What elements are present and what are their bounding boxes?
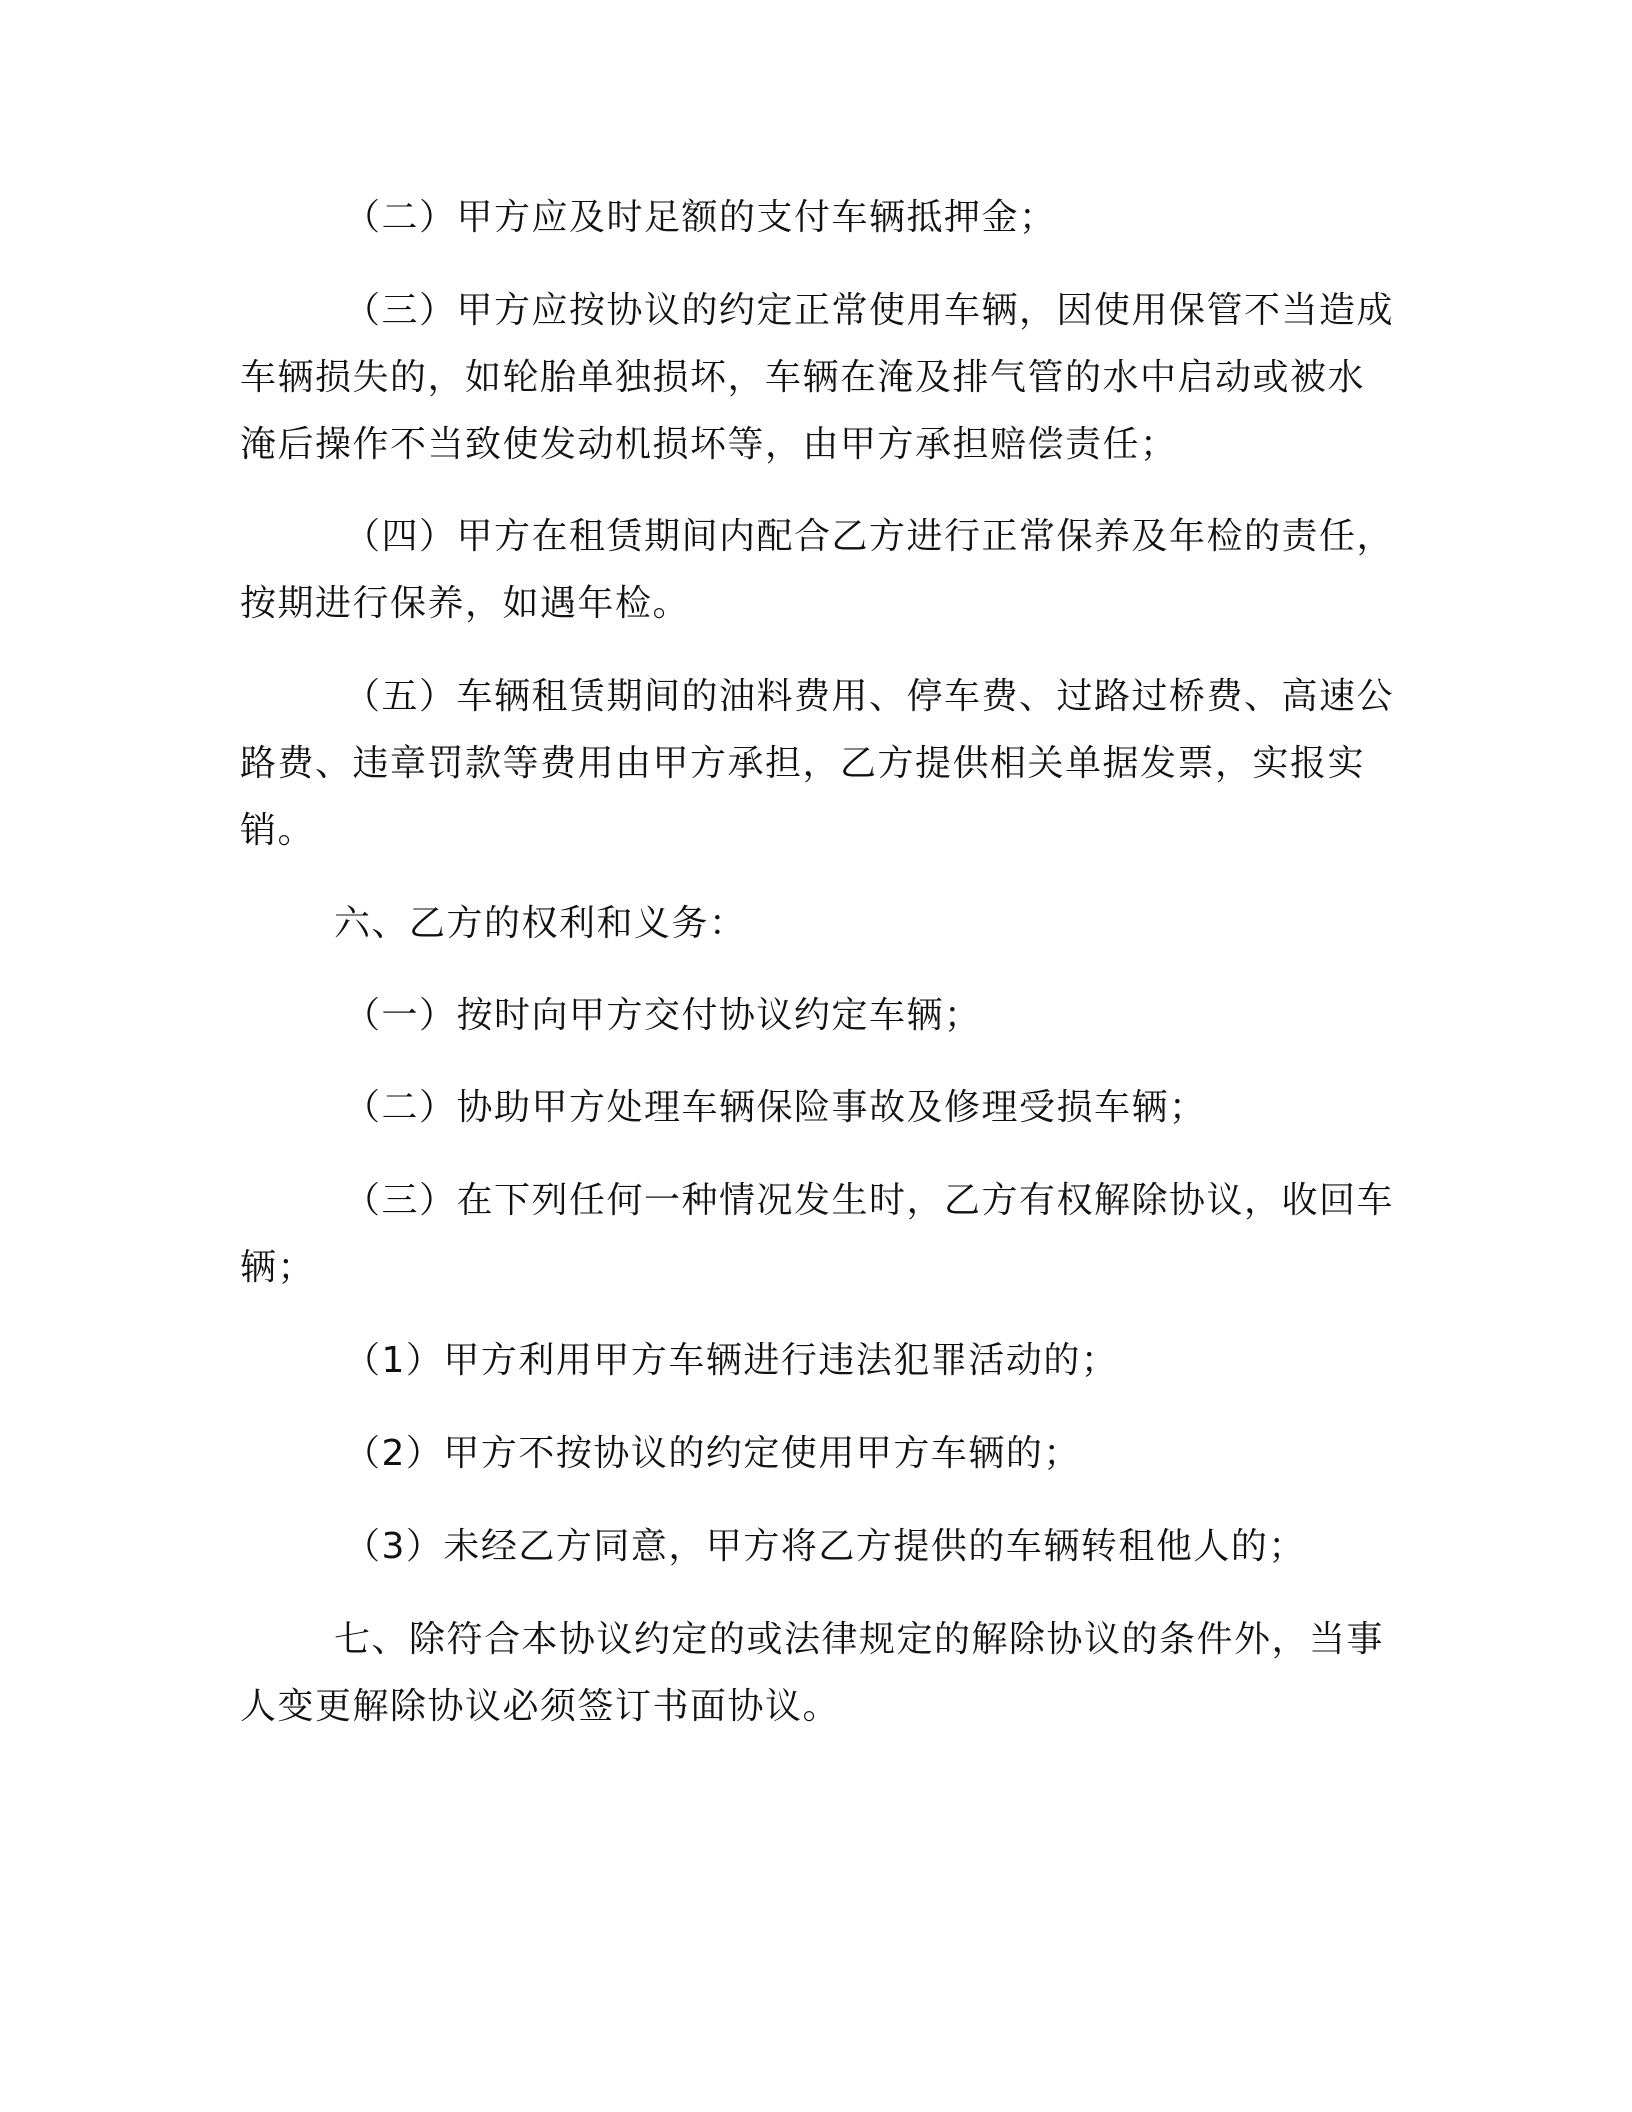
paragraph-maintenance-inspection: [240, 503, 1395, 637]
text-line: 七、除符合本协议约定的或法律规定的解除协议的条件外，当事: [334, 1619, 1385, 1660]
paragraph-deposit-payment: [240, 184, 1380, 251]
list-item-improper-use: [240, 1420, 1380, 1487]
list-item-sublease: [240, 1513, 1380, 1580]
text-line: 六、乙方的权利和义务：: [334, 903, 747, 944]
text-line: 路费、违章罚款等费用由甲方承担，乙方提供相关单据发票，实报实: [240, 743, 1366, 784]
text-line: 辆；: [240, 1247, 316, 1288]
text-line: 淹后操作不当致使发动机损坏等，由甲方承担赔偿责任；: [240, 424, 1178, 465]
text-line: （五）车辆租赁期间的油料费用、停车费、过路过桥费、高速公: [344, 676, 1395, 717]
paragraph-deliver-vehicle: [240, 982, 1380, 1049]
paragraph-rental-expenses: [240, 663, 1395, 864]
text-line: （2）甲方不按协议的约定使用甲方车辆的；: [344, 1433, 1081, 1474]
text-line: （1）甲方利用甲方车辆进行违法犯罪活动的；: [344, 1340, 1119, 1381]
text-line: 按期进行保养，如遇年检。: [240, 583, 691, 624]
text-line: 销。: [240, 810, 316, 851]
text-line: （四）甲方在租赁期间内配合乙方进行正常保养及年检的责任，: [344, 516, 1395, 557]
section-heading-party-b-rights: [240, 890, 1380, 957]
paragraph-vehicle-use-liability: [240, 277, 1395, 478]
section-heading-agreement-change: [240, 1606, 1385, 1740]
paragraph-assist-insurance: [240, 1074, 1380, 1141]
text-line: （三）甲方应按协议的约定正常使用车辆，因使用保管不当造成: [344, 290, 1395, 331]
list-item-illegal-use: [240, 1327, 1380, 1394]
text-line: （一）按时向甲方交付协议约定车辆；: [344, 995, 982, 1036]
text-line: （三）在下列任何一种情况发生时，乙方有权解除协议，收回车: [344, 1180, 1395, 1221]
text-line: （二）协助甲方处理车辆保险事故及修理受损车辆；: [344, 1087, 1207, 1128]
paragraph-termination-right: [240, 1167, 1395, 1301]
text-line: （3）未经乙方同意，甲方将乙方提供的车辆转租他人的；: [344, 1526, 1306, 1567]
text-line: 人变更解除协议必须签订书面协议。: [240, 1686, 841, 1727]
text-line: （二）甲方应及时足额的支付车辆抵押金；: [344, 197, 1057, 238]
text-line: 车辆损失的，如轮胎单独损坏，车辆在淹及排气管的水中启动或被水: [240, 357, 1366, 398]
